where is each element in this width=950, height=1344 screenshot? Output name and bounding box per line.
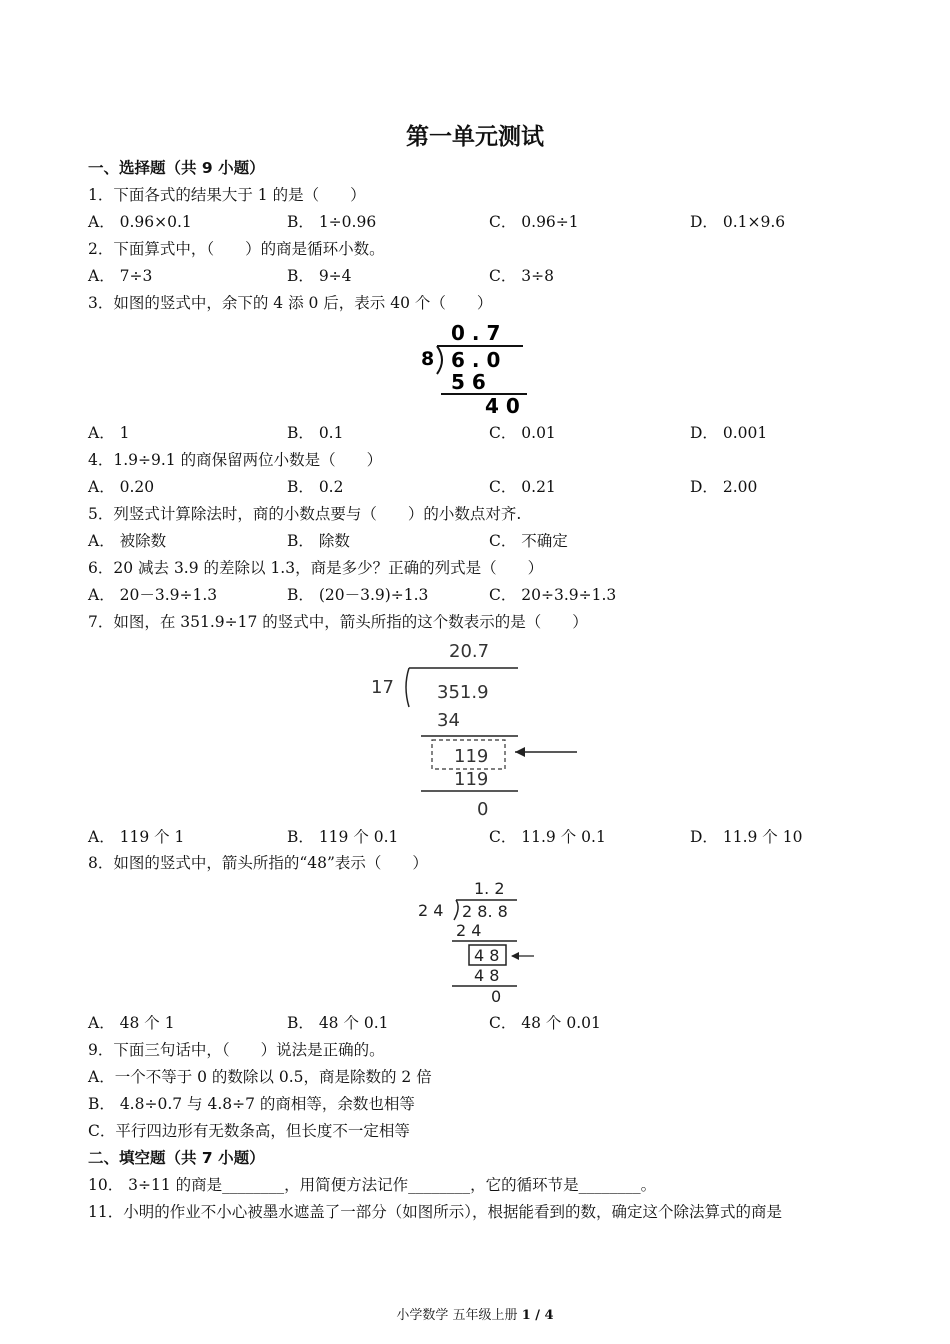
question-8-stem: 8．如图的竖式中，箭头所指的“48”表示（ ） [88,854,428,872]
q7-divisor: 17 [371,677,394,698]
q3-quotient: 0 . 7 [451,321,501,345]
page-footer [0,1304,950,1323]
section-heading-fill: 二、填空题（共 7 小题） [88,1149,265,1167]
q8-dividend: 2 8. 8 [462,902,508,921]
question-2-option-c: C． 3÷8 [489,267,554,285]
q3-remainder: 4 0 [485,394,520,416]
question-3-option-b: B． 0.1 [287,424,344,442]
question-11-text: 11．小明的作业不小心被墨水遮盖了一部分（如图所示），根据能看到的数，确定这个除法算式的商是 [88,1203,782,1221]
question-8-option-c: C． 48 个 0.01 [489,1014,601,1032]
question-3-division-figure [415,320,535,416]
question-4-option-a: A． 0.20 [88,478,155,496]
question-5-option-a: A． 被除数 [88,532,167,550]
question-1-option-a: A． 0.96×0.1 [88,213,192,231]
q7-quotient: 20.7 [449,641,490,662]
question-1-option-d: D． 0.1×9.6 [690,213,786,231]
q8-remainder: 0 [491,987,502,1006]
question-3-stem: 3．如图的竖式中，余下的 4 添 0 后，表示 40 个（ ） [88,294,493,312]
q8-arrow-head-icon [511,952,519,960]
question-8-option-b: B． 48 个 0.1 [287,1014,389,1032]
question-7-stem: 7．如图，在 351.9÷17 的竖式中，箭头所指的这个数表示的是（ ） [88,613,588,631]
question-7-option-c: C． 11.9 个 0.1 [489,828,606,846]
q3-divisor: 8 [421,348,435,370]
question-3-option-d: D． 0.001 [690,424,768,442]
question-4-option-b: B． 0.2 [287,478,344,496]
question-1-option-b: B． 1÷0.96 [287,213,377,231]
section-heading-choice: 一、选择题（共 9 小题） [88,159,265,177]
q8-step1: 2 4 [456,921,482,940]
q7-boxed-number: 119 [454,746,489,767]
question-9-option-b: B． 4.8÷0.7 与 4.8÷7 的商相等，余数也相等 [88,1095,415,1113]
question-8-option-a: A． 48 个 1 [88,1014,175,1032]
question-1-option-c: C． 0.96÷1 [489,213,579,231]
q3-dividend: 6 . 0 [451,348,501,372]
q7-arrow-head-icon [515,747,525,757]
question-2-option-a: A． 7÷3 [88,267,153,285]
question-5-option-c: C． 不确定 [489,532,568,550]
question-7-option-b: B． 119 个 0.1 [287,828,399,846]
question-2-option-b: B． 9÷4 [287,267,352,285]
question-2-stem: 2．下面算式中，（ ）的商是循环小数。 [88,240,385,258]
q8-quotient: 1. 2 [474,879,505,898]
question-6-option-b: B． (20－3.9)÷1.3 [287,586,429,604]
question-3-option-a: A． 1 [88,424,130,442]
question-6-option-a: A． 20－3.9÷1.3 [88,586,218,604]
footer-text: 小学数学 五年级上册 [396,1308,522,1323]
question-7-option-d: D． 11.9 个 10 [690,828,803,846]
question-10-text: 10． 3÷11 的商是________，用简便方法记作________，它的循环节是________。 [88,1176,657,1194]
page-title: 第一单元测试 [406,124,544,150]
question-5-option-b: B． 除数 [287,532,350,550]
question-9-stem: 9．下面三句话中，（ ）说法是正确的。 [88,1041,385,1059]
q7-dividend: 351.9 [437,682,489,703]
question-5-stem: 5．列竖式计算除法时，商的小数点要与（ ）的小数点对齐. [88,505,522,523]
q8-step2: 4 8 [474,966,500,985]
q8-boxed-number: 4 8 [474,946,500,965]
question-7-option-a: A． 119 个 1 [88,828,185,846]
question-4-stem: 4．1.9÷9.1 的商保留两位小数是（ ） [88,451,383,469]
question-9-option-c: C．平行四边形有无数条高，但长度不一定相等 [88,1122,410,1140]
question-6-option-c: C． 20÷3.9÷1.3 [489,586,617,604]
question-3-option-c: C． 0.01 [489,424,556,442]
question-9-option-a: A．一个不等于 0 的数除以 0.5，商是除数的 2 倍 [88,1068,432,1086]
question-6-stem: 6．20 减去 3.9 的差除以 1.3，商是多少？正确的列式是（ ） [88,559,544,577]
question-4-option-c: C． 0.21 [489,478,556,496]
footer-page-number: 1 / 4 [521,1308,554,1323]
q7-remainder: 0 [477,799,489,820]
question-7-division-figure [365,637,585,822]
question-4-option-d: D． 2.00 [690,478,758,496]
question-1-stem: 1．下面各式的结果大于 1 的是（ ） [88,186,366,204]
q7-step2: 119 [454,769,489,790]
q8-divisor: 2 4 [418,901,444,920]
q3-product: 5 6 [451,370,486,394]
question-8-division-figure [412,876,542,1006]
q7-step1: 34 [437,710,460,731]
